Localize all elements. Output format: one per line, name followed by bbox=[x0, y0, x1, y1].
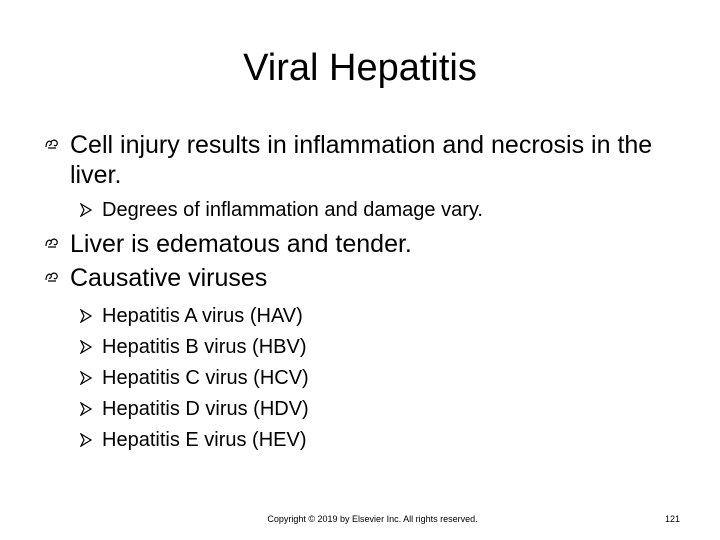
scroll-bullet-icon bbox=[45, 237, 59, 249]
sub-bullet-item bbox=[80, 197, 640, 225]
bullet-text: Liver is edematous and tender. bbox=[70, 230, 412, 258]
sub-bullet-text: Degrees of inflammation and damage vary. bbox=[102, 199, 483, 221]
sub-bullet-item bbox=[80, 365, 640, 393]
bullet-text: Cell injury results in inflammation and necrosis in the liver. bbox=[70, 131, 653, 189]
sub-bullet-text: Hepatitis D virus (HDV) bbox=[102, 398, 309, 420]
arrowhead-bullet-icon bbox=[80, 309, 92, 323]
scroll-bullet-icon bbox=[45, 138, 59, 150]
sub-bullet-item bbox=[80, 427, 640, 455]
arrowhead-bullet-icon bbox=[80, 433, 92, 447]
sub-bullet-text: Hepatitis E virus (HEV) bbox=[102, 429, 307, 451]
arrowhead-bullet-icon bbox=[80, 340, 92, 354]
bullet-text: Causative viruses bbox=[70, 264, 268, 292]
sub-bullet-item bbox=[80, 334, 640, 362]
sub-bullet-text: Hepatitis C virus (HCV) bbox=[102, 367, 309, 389]
arrowhead-bullet-icon bbox=[80, 203, 92, 217]
sub-bullet-item bbox=[80, 303, 640, 331]
footer-copyright: Copyright © 2019 by Elsevier Inc. All rights reserved. bbox=[267, 514, 478, 524]
arrowhead-bullet-icon bbox=[80, 402, 92, 416]
arrowhead-bullet-icon bbox=[80, 371, 92, 385]
sub-bullet-item bbox=[80, 396, 640, 424]
scroll-bullet-icon bbox=[45, 271, 59, 283]
page-number: 121 bbox=[664, 514, 680, 524]
slide-title: Viral Hepatitis bbox=[243, 47, 477, 89]
sub-bullet-text: Hepatitis B virus (HBV) bbox=[102, 336, 307, 358]
sub-bullet-text: Hepatitis A virus (HAV) bbox=[102, 305, 303, 327]
